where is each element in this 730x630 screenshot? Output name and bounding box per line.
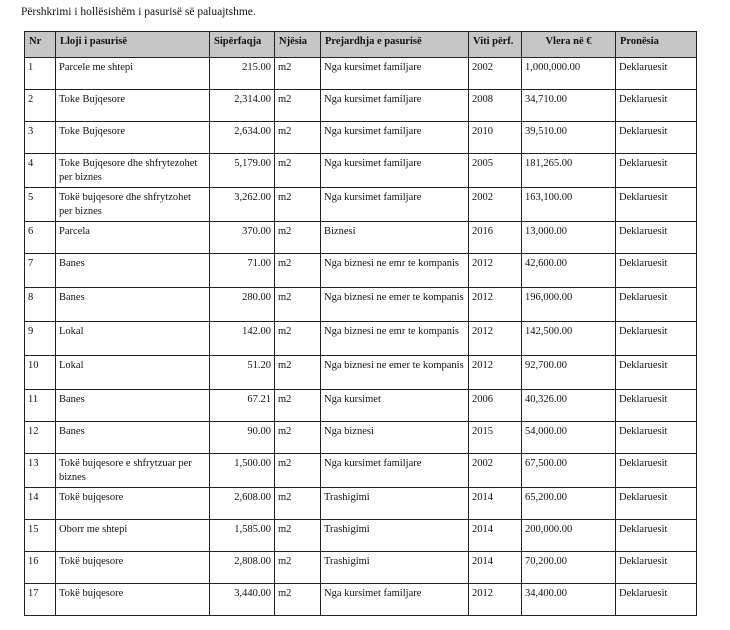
cell-njesia: m2 <box>275 254 321 288</box>
cell-prejardhja: Nga biznesi ne emr te kompanis <box>321 322 469 356</box>
cell-siperfaqja: 2,608.00 <box>210 488 275 520</box>
cell-prejardhja: Nga kursimet familjare <box>321 454 469 488</box>
cell-prejardhja: Nga biznesi ne emer te kompanis <box>321 288 469 322</box>
cell-pronesia: Deklaruesit <box>616 356 697 390</box>
cell-nr: 8 <box>25 288 56 322</box>
cell-viti: 2012 <box>469 322 522 356</box>
cell-siperfaqja: 2,808.00 <box>210 552 275 584</box>
cell-prejardhja: Trashigimi <box>321 520 469 552</box>
header-lloji: Lloji i pasurisë <box>56 32 210 58</box>
cell-viti: 2008 <box>469 90 522 122</box>
cell-siperfaqja: 3,440.00 <box>210 584 275 616</box>
cell-pronesia: Deklaruesit <box>616 154 697 188</box>
cell-nr: 17 <box>25 584 56 616</box>
cell-prejardhja: Nga kursimet familjare <box>321 188 469 222</box>
cell-pronesia: Deklaruesit <box>616 58 697 90</box>
cell-pronesia: Deklaruesit <box>616 288 697 322</box>
cell-pronesia: Deklaruesit <box>616 188 697 222</box>
cell-nr: 13 <box>25 454 56 488</box>
cell-lloji: Banes <box>56 422 210 454</box>
cell-njesia: m2 <box>275 422 321 454</box>
cell-nr: 15 <box>25 520 56 552</box>
cell-prejardhja: Nga kursimet familjare <box>321 58 469 90</box>
table-row <box>25 520 697 552</box>
cell-nr: 10 <box>25 356 56 390</box>
cell-njesia: m2 <box>275 288 321 322</box>
table-row <box>25 222 697 254</box>
table-row <box>25 288 697 322</box>
cell-viti: 2014 <box>469 488 522 520</box>
header-vlera: Vlera në € <box>522 32 616 58</box>
cell-lloji: Tokë bujqesore dhe shfrytzohet per biznes <box>56 188 210 222</box>
cell-pronesia: Deklaruesit <box>616 390 697 422</box>
cell-prejardhja: Nga biznesi ne emer te kompanis <box>321 356 469 390</box>
cell-nr: 2 <box>25 90 56 122</box>
cell-lloji: Toke Bujqesore <box>56 122 210 154</box>
cell-viti: 2014 <box>469 552 522 584</box>
cell-viti: 2014 <box>469 520 522 552</box>
header-siperfaqja: Sipërfaqja <box>210 32 275 58</box>
cell-nr: 12 <box>25 422 56 454</box>
table-row <box>25 154 697 188</box>
cell-viti: 2006 <box>469 390 522 422</box>
cell-njesia: m2 <box>275 488 321 520</box>
cell-siperfaqja: 370.00 <box>210 222 275 254</box>
cell-pronesia: Deklaruesit <box>616 422 697 454</box>
cell-siperfaqja: 1,500.00 <box>210 454 275 488</box>
cell-njesia: m2 <box>275 122 321 154</box>
cell-njesia: m2 <box>275 356 321 390</box>
table-row <box>25 422 697 454</box>
cell-nr: 3 <box>25 122 56 154</box>
cell-siperfaqja: 2,314.00 <box>210 90 275 122</box>
cell-njesia: m2 <box>275 154 321 188</box>
table-row <box>25 552 697 584</box>
cell-vlera: 42,600.00 <box>522 254 616 288</box>
cell-pronesia: Deklaruesit <box>616 254 697 288</box>
cell-vlera: 196,000.00 <box>522 288 616 322</box>
cell-pronesia: Deklaruesit <box>616 488 697 520</box>
cell-njesia: m2 <box>275 322 321 356</box>
table-row <box>25 356 697 390</box>
cell-lloji: Tokë bujqesore <box>56 552 210 584</box>
cell-siperfaqja: 5,179.00 <box>210 154 275 188</box>
cell-lloji: Tokë bujqesore <box>56 584 210 616</box>
cell-njesia: m2 <box>275 584 321 616</box>
header-pronesia: Pronësia <box>616 32 697 58</box>
cell-nr: 7 <box>25 254 56 288</box>
table-row <box>25 254 697 288</box>
cell-vlera: 181,265.00 <box>522 154 616 188</box>
cell-prejardhja: Nga kursimet familjare <box>321 584 469 616</box>
table-row <box>25 58 697 90</box>
cell-nr: 9 <box>25 322 56 356</box>
header-njesia: Njësia <box>275 32 321 58</box>
cell-prejardhja: Nga kursimet familjare <box>321 154 469 188</box>
cell-vlera: 34,400.00 <box>522 584 616 616</box>
cell-nr: 4 <box>25 154 56 188</box>
document-caption: Përshkrimi i hollësishëm i pasurisë së paluajtshme. <box>21 6 256 18</box>
table-row <box>25 584 697 616</box>
cell-viti: 2012 <box>469 584 522 616</box>
cell-pronesia: Deklaruesit <box>616 222 697 254</box>
cell-siperfaqja: 280.00 <box>210 288 275 322</box>
table-row <box>25 122 697 154</box>
cell-siperfaqja: 90.00 <box>210 422 275 454</box>
cell-njesia: m2 <box>275 222 321 254</box>
cell-viti: 2015 <box>469 422 522 454</box>
cell-pronesia: Deklaruesit <box>616 454 697 488</box>
table-row <box>25 188 697 222</box>
cell-viti: 2005 <box>469 154 522 188</box>
property-table <box>24 31 697 616</box>
table-row <box>25 454 697 488</box>
cell-njesia: m2 <box>275 390 321 422</box>
header-viti: Viti përf. <box>469 32 522 58</box>
cell-vlera: 200,000.00 <box>522 520 616 552</box>
cell-nr: 5 <box>25 188 56 222</box>
cell-lloji: Lokal <box>56 356 210 390</box>
cell-vlera: 142,500.00 <box>522 322 616 356</box>
cell-pronesia: Deklaruesit <box>616 122 697 154</box>
cell-njesia: m2 <box>275 58 321 90</box>
cell-pronesia: Deklaruesit <box>616 322 697 356</box>
cell-nr: 16 <box>25 552 56 584</box>
cell-vlera: 92,700.00 <box>522 356 616 390</box>
cell-vlera: 70,200.00 <box>522 552 616 584</box>
cell-vlera: 34,710.00 <box>522 90 616 122</box>
table-row <box>25 390 697 422</box>
cell-lloji: Parcele me shtepi <box>56 58 210 90</box>
cell-lloji: Tokë bujqesore <box>56 488 210 520</box>
cell-prejardhja: Nga kursimet familjare <box>321 122 469 154</box>
cell-prejardhja: Biznesi <box>321 222 469 254</box>
cell-siperfaqja: 215.00 <box>210 58 275 90</box>
cell-njesia: m2 <box>275 454 321 488</box>
cell-viti: 2002 <box>469 188 522 222</box>
cell-vlera: 54,000.00 <box>522 422 616 454</box>
table-row <box>25 90 697 122</box>
cell-lloji: Toke Bujqesore dhe shfrytezohet per biznes <box>56 154 210 188</box>
cell-nr: 14 <box>25 488 56 520</box>
cell-nr: 11 <box>25 390 56 422</box>
cell-pronesia: Deklaruesit <box>616 584 697 616</box>
cell-pronesia: Deklaruesit <box>616 90 697 122</box>
cell-vlera: 40,326.00 <box>522 390 616 422</box>
cell-vlera: 67,500.00 <box>522 454 616 488</box>
cell-vlera: 1,000,000.00 <box>522 58 616 90</box>
cell-njesia: m2 <box>275 520 321 552</box>
table-row <box>25 322 697 356</box>
cell-siperfaqja: 51.20 <box>210 356 275 390</box>
header-prejardhja: Prejardhja e pasurisë <box>321 32 469 58</box>
cell-njesia: m2 <box>275 90 321 122</box>
cell-prejardhja: Trashigimi <box>321 552 469 584</box>
cell-lloji: Banes <box>56 390 210 422</box>
cell-siperfaqja: 142.00 <box>210 322 275 356</box>
cell-lloji: Toke Bujqesore <box>56 90 210 122</box>
table-header-row <box>25 32 697 58</box>
cell-prejardhja: Trashigimi <box>321 488 469 520</box>
cell-prejardhja: Nga biznesi ne emr te kompanis <box>321 254 469 288</box>
cell-viti: 2012 <box>469 356 522 390</box>
cell-lloji: Banes <box>56 288 210 322</box>
cell-lloji: Banes <box>56 254 210 288</box>
cell-prejardhja: Nga biznesi <box>321 422 469 454</box>
header-nr: Nr <box>25 32 56 58</box>
cell-viti: 2016 <box>469 222 522 254</box>
cell-siperfaqja: 67.21 <box>210 390 275 422</box>
cell-lloji: Parcela <box>56 222 210 254</box>
cell-viti: 2002 <box>469 58 522 90</box>
cell-vlera: 65,200.00 <box>522 488 616 520</box>
cell-siperfaqja: 1,585.00 <box>210 520 275 552</box>
cell-prejardhja: Nga kursimet familjare <box>321 90 469 122</box>
cell-lloji: Oborr me shtepi <box>56 520 210 552</box>
cell-njesia: m2 <box>275 188 321 222</box>
cell-siperfaqja: 71.00 <box>210 254 275 288</box>
cell-nr: 1 <box>25 58 56 90</box>
cell-viti: 2010 <box>469 122 522 154</box>
cell-siperfaqja: 3,262.00 <box>210 188 275 222</box>
cell-prejardhja: Nga kursimet <box>321 390 469 422</box>
cell-vlera: 13,000.00 <box>522 222 616 254</box>
cell-vlera: 163,100.00 <box>522 188 616 222</box>
cell-lloji: Lokal <box>56 322 210 356</box>
cell-viti: 2012 <box>469 254 522 288</box>
cell-viti: 2012 <box>469 288 522 322</box>
table-row <box>25 488 697 520</box>
cell-lloji: Tokë bujqesore e shfrytzuar per biznes <box>56 454 210 488</box>
cell-vlera: 39,510.00 <box>522 122 616 154</box>
cell-pronesia: Deklaruesit <box>616 552 697 584</box>
cell-siperfaqja: 2,634.00 <box>210 122 275 154</box>
cell-njesia: m2 <box>275 552 321 584</box>
cell-pronesia: Deklaruesit <box>616 520 697 552</box>
cell-viti: 2002 <box>469 454 522 488</box>
cell-nr: 6 <box>25 222 56 254</box>
